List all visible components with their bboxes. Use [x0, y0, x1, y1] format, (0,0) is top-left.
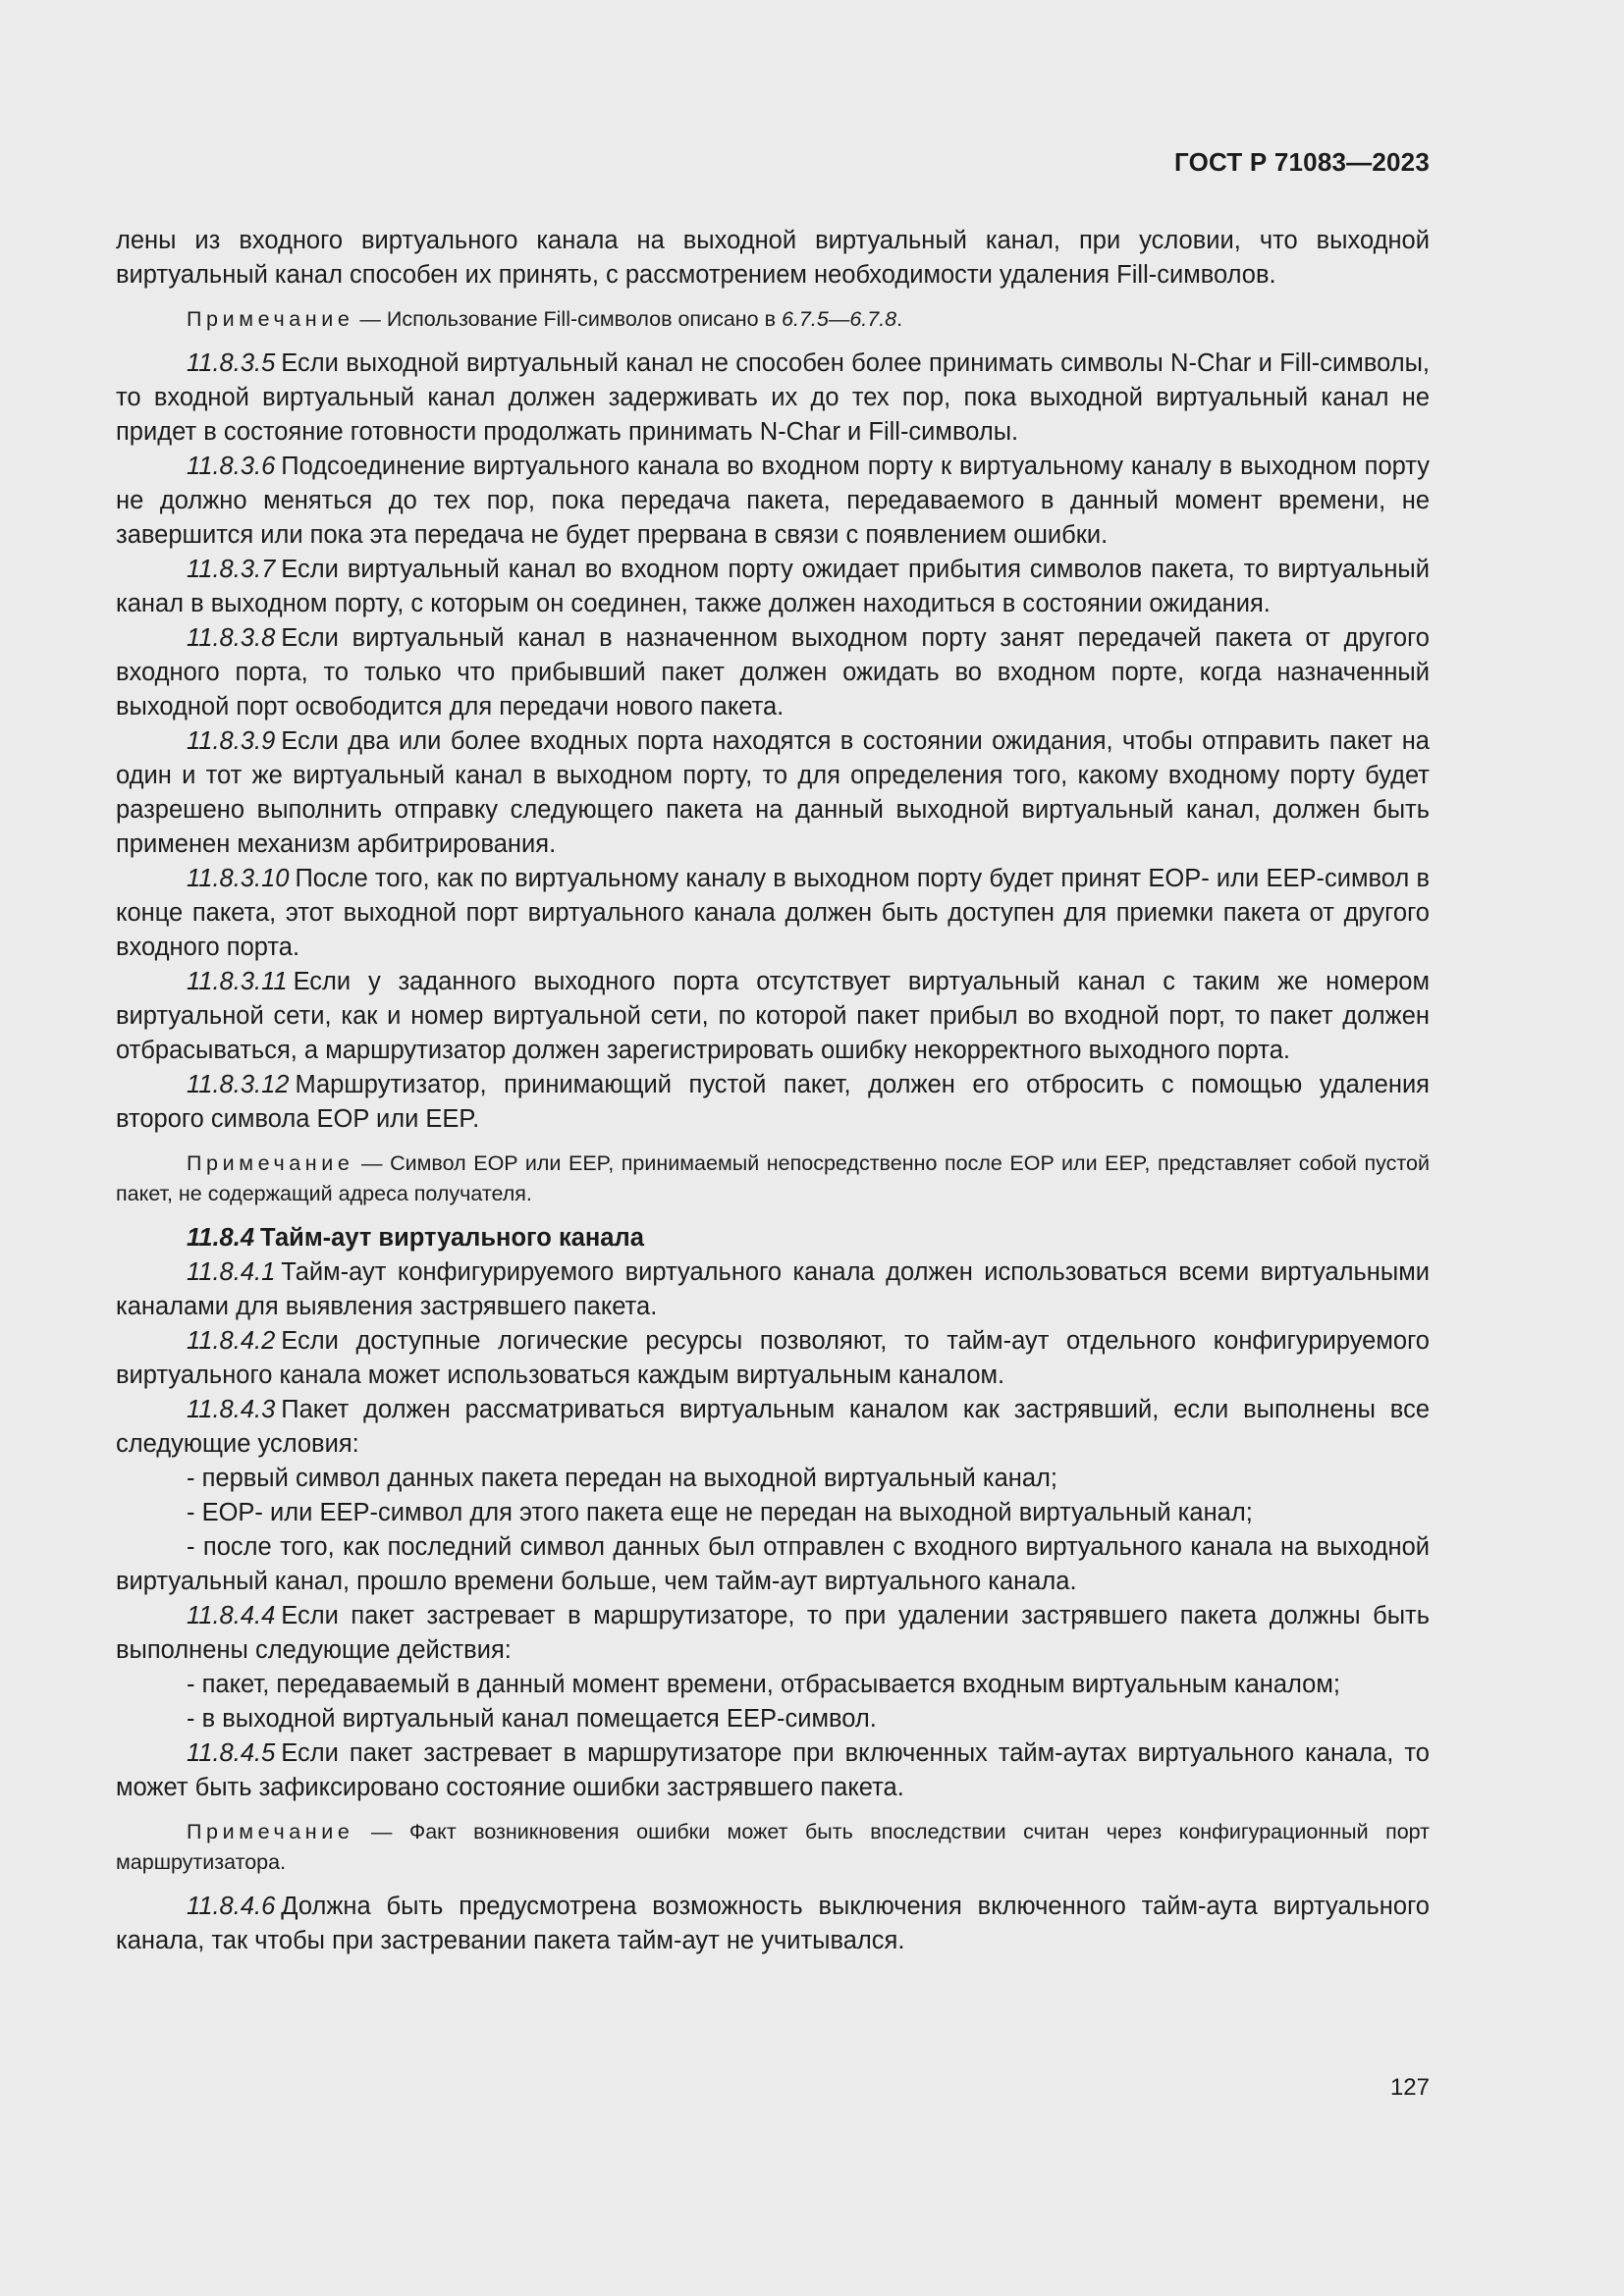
clause-number: 11.8.3.9 — [187, 727, 276, 755]
note-label: Примечание — [187, 1820, 354, 1843]
section-title: Тайм-аут виртуального канала — [260, 1224, 644, 1252]
clause-number: 11.8.3.7 — [187, 556, 276, 583]
section-heading-11-8-4 — [116, 1221, 1430, 1255]
clause-11-8-4-3 — [116, 1393, 1430, 1462]
clause-number: 11.8.4.5 — [187, 1739, 276, 1767]
clause-number: 11.8.3.10 — [187, 865, 290, 892]
note-empty-packet — [116, 1148, 1430, 1209]
clause-11-8-3-8 — [116, 621, 1430, 724]
clause-11-8-3-9 — [116, 724, 1430, 862]
clause-number: 11.8.3.11 — [187, 968, 288, 995]
clause-text: Если виртуальный канал в назначенном выходном порту занят передачей пакета от другого входного порта, то только что прибывший пакет должен ожидать во входном порте, когда назначенный выходной порт освободится для передачи нового пакета. — [116, 624, 1430, 721]
clause-text: Подсоединение виртуального канала во входном порту к виртуальному каналу в выходном порту не должно меняться до тех пор, пока передача пакета, передаваемого в данный момент времени, не завершится или пока эта передача не будет прервана в связи с появлением ошибки. — [116, 453, 1430, 549]
clause-number: 11.8.3.12 — [187, 1071, 290, 1098]
clause-text: Если выходной виртуальный канал не способен более принимать символы N-Char и Fill-символы, то входной виртуальный канал должен задерживать их до тех пор, пока выходной виртуальный канал не придет в состояние готовности продолжать принимать N-Char и Fill-символы. — [116, 349, 1430, 446]
clause-11-8-3-10 — [116, 862, 1430, 965]
document-body — [116, 224, 1430, 1958]
clause-text: Если у заданного выходного порта отсутствует виртуальный канал с таким же номером виртуальной сети, как и номер виртуальной сети, по которой пакет прибыл во входной порт, то пакет должен отбрасываться, а маршрутизатор должен зарегистрировать ошибку некорректного выходного порта. — [116, 968, 1430, 1064]
note-label: Примечание — [187, 1151, 354, 1175]
list-item: - EOP- или EEP-символ для этого пакета еще не передан на выходной виртуальный канал; — [187, 1499, 1253, 1526]
clause-11-8-4-4 — [116, 1599, 1430, 1668]
section-number: 11.8.4 — [187, 1224, 255, 1252]
note-fill-symbols — [116, 304, 1430, 335]
clause-11-8-4-2 — [116, 1324, 1430, 1393]
note-text: — Факт возникновения ошибки может быть впоследствии считан через конфигурационный порт маршрутизатора. — [116, 1820, 1430, 1874]
clause-11-8-4-5 — [116, 1736, 1430, 1805]
clause-text: Маршрутизатор, принимающий пустой пакет, должен его отбросить с помощью удаления второго символа EOP или EEP. — [116, 1071, 1430, 1133]
clause-11-8-4-1 — [116, 1255, 1430, 1324]
clause-text: Если доступные логические ресурсы позволяют, то тайм-аут отдельного конфигурируемого виртуального канала может использоваться каждым виртуальным каналом. — [116, 1327, 1430, 1389]
clause-text: Пакет должен рассматриваться виртуальным каналом как застрявший, если выполнены все следующие условия: — [116, 1396, 1430, 1458]
note-end: . — [896, 307, 903, 331]
clause-number: 11.8.4.6 — [187, 1893, 276, 1920]
clause-number: 11.8.4.2 — [187, 1327, 276, 1355]
clause-text: Если пакет застревает в маршрутизаторе при включенных тайм-аутах виртуального канала, то может быть зафиксировано состояние ошибки застрявшего пакета. — [116, 1739, 1430, 1801]
clause-11-8-3-7 — [116, 553, 1430, 621]
clause-11-8-3-12 — [116, 1068, 1430, 1137]
clause-text: Тайм-аут конфигурируемого виртуального канала должен использоваться всеми виртуальными каналами для выявления застрявшего пакета. — [116, 1258, 1430, 1320]
clause-number: 11.8.4.3 — [187, 1396, 276, 1423]
list-item: - в выходной виртуальный канал помещается EEP-символ. — [187, 1705, 877, 1733]
list-item: - пакет, передаваемый в данный момент времени, отбрасывается входным виртуальным каналом; — [187, 1671, 1340, 1698]
list-item: - после того, как последний символ данных был отправлен с входного виртуального канала на выходной виртуальный канал, прошло времени больше, чем тайм-аут виртуального канала. — [116, 1533, 1430, 1595]
clause-number: 11.8.3.8 — [187, 624, 276, 652]
note-label: Примечание — [187, 307, 354, 331]
document-header: ГОСТ Р 71083—2023 — [1174, 147, 1430, 177]
clause-text: Если пакет застревает в маршрутизаторе, то при удалении застрявшего пакета должны быть выполнены следующие действия: — [116, 1602, 1430, 1664]
clause-number: 11.8.3.6 — [187, 453, 276, 480]
clause-11-8-3-6 — [116, 450, 1430, 553]
paragraph-continuation: лены из входного виртуального канала на выходной виртуальный канал, при условии, что выходной виртуальный канал способен их принять, с рассмотрением необходимости удаления Fill-символов. — [116, 227, 1430, 289]
list-item: - первый символ данных пакета передан на выходной виртуальный канал; — [187, 1465, 1057, 1492]
clause-text: Должна быть предусмотрена возможность выключения включенного тайм-аута виртуального канала, так чтобы при застревании пакета тайм-аут не учитывался. — [116, 1893, 1430, 1954]
page-number: 127 — [1389, 2074, 1430, 2101]
clause-number: 11.8.4.1 — [187, 1258, 276, 1286]
clause-text: Если виртуальный канал во входном порту ожидает прибытия символов пакета, то виртуальный канал в выходном порту, с которым он соединен, также должен находиться в состоянии ожидания. — [116, 556, 1430, 617]
clause-text: После того, как по виртуальному каналу в выходном порту будет принят EOP- или EEP-символ в конце пакета, этот выходной порт виртуального канала должен быть доступен для приемки пакета от другого входного порта. — [116, 865, 1430, 961]
note-text: — Символ EOP или EEP, принимаемый непосредственно после EOP или EEP, представляет собой пустой пакет, не содержащий адреса получателя. — [116, 1151, 1430, 1205]
clause-number: 11.8.4.4 — [187, 1602, 276, 1629]
clause-11-8-3-5 — [116, 347, 1430, 450]
clause-text: Если два или более входных порта находятся в состоянии ожидания, чтобы отправить пакет на один и тот же виртуальный канал в выходном порту, то для определения того, какому входному порту будет разрешено выполнить отправку следующего пакета на данный выходной виртуальный канал, должен быть применен механизм арбитрирования. — [116, 727, 1430, 858]
clause-11-8-3-11 — [116, 965, 1430, 1068]
clause-number: 11.8.3.5 — [187, 349, 276, 377]
note-error-readout — [116, 1817, 1430, 1878]
note-reference: 6.7.5—6.7.8 — [782, 307, 897, 331]
note-text: — Использование Fill-символов описано в — [353, 307, 782, 331]
clause-11-8-4-6 — [116, 1890, 1430, 1958]
